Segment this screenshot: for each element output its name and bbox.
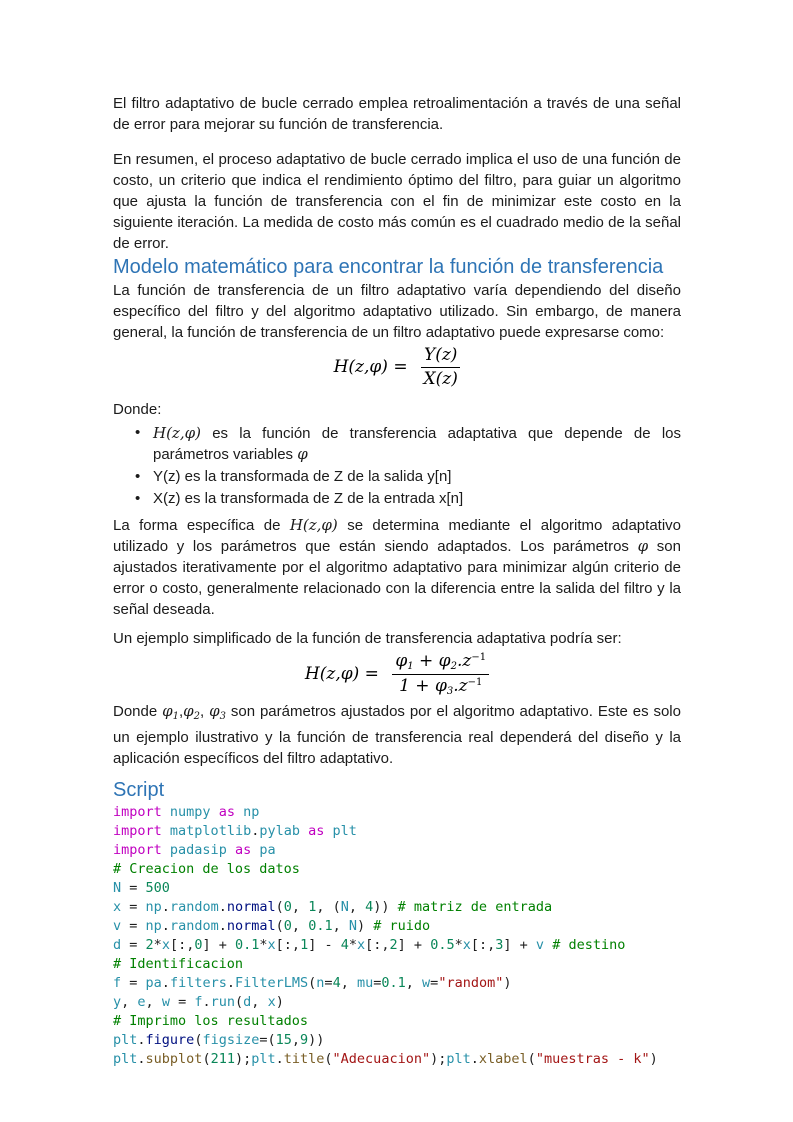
formula-transfer-function-example: [113, 651, 681, 697]
formula-transfer-function-general: [113, 345, 681, 389]
code-line: plt.subplot(211);plt.title("Adecuacion");plt.xlabel("muestras - k"): [113, 1051, 658, 1068]
formula-fraction: [392, 651, 489, 697]
paragraph-forma-especifica: La forma específica de H(z,φ) se determina mediante el algoritmo adaptativo utilizado y los parámetros que están siendo adaptados. Los parámetros φ son ajustados iterativamente por el algoritmo adaptativo para minimizar algún criterio de error o costo, generalmente relacionado con la diferencia entre la salida del filtro y la señal deseada.: [113, 516, 681, 619]
code-line: v = np.random.normal(0, 0.1, N) # ruido: [113, 918, 431, 935]
code-line: d = 2*x[:,0] + 0.1*x[:,1] - 4*x[:,2] + 0.5*x[:,3] + v # destino: [113, 937, 626, 954]
list-item-y: • Y(z) es la transformada de Z de la salida y[n]: [113, 467, 681, 487]
code-line: plt.figure(figsize=(15,9)): [113, 1032, 325, 1049]
section-heading-script: Script: [113, 779, 165, 802]
code-line: # Creacion de los datos: [113, 861, 300, 878]
paragraph-funcion-transferencia: La función de transferencia de un filtro adaptativo varía dependiendo del diseño específico del filtro y del algoritmo adaptativo utilizado. Sin embargo, de manera general, la función de transferencia de un filtro adaptativo puede expresarse como:: [113, 282, 681, 341]
list-item-x: • X(z) es la transformada de Z de la entrada x[n]: [113, 489, 681, 509]
list-item-h: • H(z,φ) es la función de transferencia adaptativa que depende de los parámetros variables φ: [113, 423, 681, 465]
paragraph-donde-phi: Donde $\varphi_1,\varphi_2$, $\varphi_3$ son parámetros ajustados por el algoritmo adaptativo. Este es solo un ejemplo ilustrativo y la función de transferencia real dependerá del diseño y la aplicación específicos del filtro adaptativo.: [113, 702, 681, 768]
formula-numerator: $\varphi 1 + \varphi 2.z^{-1}$: [392, 651, 489, 675]
paragraph-intro: El filtro adaptativo de bucle cerrado emplea retroalimentación a través de una señal de error para mejorar su función de transferencia.: [113, 95, 681, 133]
section-heading-modelo: Modelo matemático para encontrar la función de transferencia: [113, 256, 664, 278]
code-line: f = pa.filters.FilterLMS(n=4, mu=0.1, w="random"): [113, 975, 512, 992]
definition-list: [113, 423, 681, 509]
paragraph-resumen: En resumen, el proceso adaptativo de bucle cerrado implica el uso de una función de costo, un criterio que indica el rendimiento óptimo del filtro, para guiar un algoritmo que ajusta la función de transferencia con el fin de minimizar este costo en la siguiente iteración. La medida de costo más común es el cuadrado medio de la señal de error.: [113, 151, 681, 252]
formula-denominator: X(z): [423, 368, 458, 389]
formula-denominator: $1 + \varphi 3.z^{-1}$: [399, 675, 483, 697]
paragraph-ejemplo: Un ejemplo simplificado de la función de transferencia adaptativa podría ser:: [113, 630, 622, 648]
code-line: import padasip as pa: [113, 842, 276, 859]
code-line: import numpy as np: [113, 804, 260, 821]
code-line: # Imprimo los resultados: [113, 1013, 309, 1030]
formula-numerator: Y(z): [421, 345, 460, 368]
code-line: import matplotlib.pylab as plt: [113, 823, 357, 840]
code-line: N = 500: [113, 880, 170, 897]
formula-lhs: H(z,φ) =: [333, 357, 413, 378]
code-block: [113, 803, 681, 1069]
code-line: # Identificacion: [113, 956, 244, 973]
code-line: x = np.random.normal(0, 1, (N, 4)) # matriz de entrada: [113, 899, 553, 916]
formula-fraction: [421, 345, 460, 389]
code-line: y, e, w = f.run(d, x): [113, 994, 284, 1011]
formula-lhs: H(z,φ) =: [304, 664, 385, 685]
donde-label: Donde:: [113, 401, 162, 419]
